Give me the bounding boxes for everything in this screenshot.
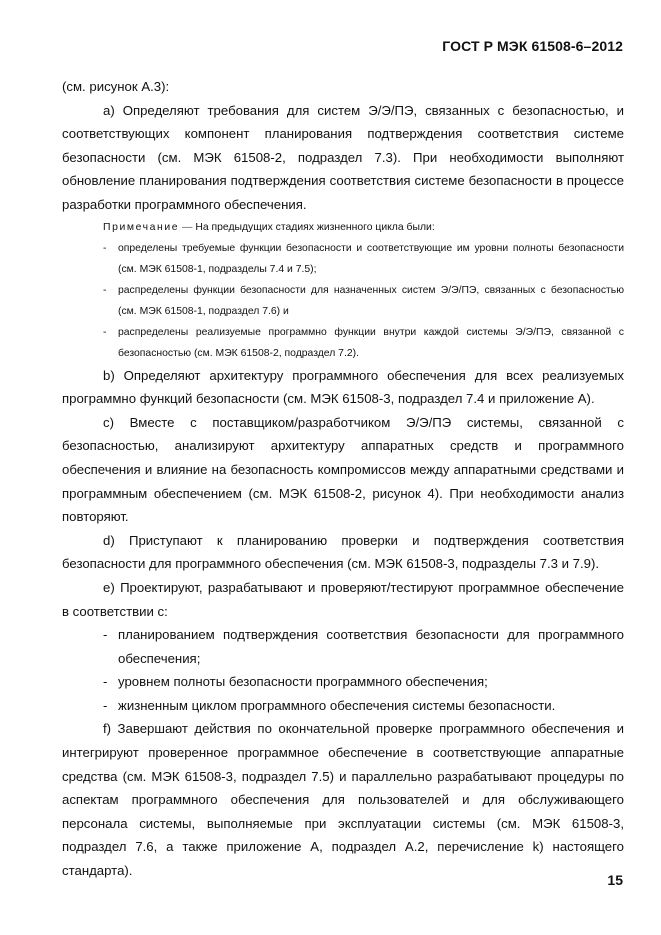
list-item: - жизненным циклом программного обеспечения системы безопасности. bbox=[103, 697, 556, 713]
intro-paragraph: (см. рисунок А.3): bbox=[62, 79, 170, 94]
list-item: - планированием подтверждения соответствия безопасности для программного обеспечения; bbox=[103, 627, 624, 666]
note-item: - распределены функции безопасности для назначенных систем Э/Э/ПЭ, связанных с безопасностью (см. МЭК 61508-1, подраздел 7.6) и bbox=[103, 284, 624, 317]
list-item: - уровнем полноты безопасности программного обеспечения; bbox=[103, 674, 488, 690]
paragraph-b: b) Определяют архитектуру программного обеспечения для всех реализуемых программно функций безопасности (см. МЭК 61508-3, подраздел 7.4 и приложение А). bbox=[62, 367, 624, 407]
note-dash: — bbox=[182, 221, 193, 233]
paragraph-a: a) Определяют требования для систем Э/Э/ПЭ, связанных с безопасностью, и соответствующих компонент планирования подтверждения соответствия системе безопасности (см. МЭК 61508-2, подраздел 7.3). При необходимости выполняют обновление планирования подтверждения соответствия системе безопасности в процессе разработки программного обеспечения. bbox=[62, 102, 624, 212]
document-header: ГОСТ Р МЭК 61508-6–2012 bbox=[442, 38, 623, 54]
paragraph-c: с) Вместе с поставщиком/разработчиком Э/Э/ПЭ системы, связанной с безопасностью, анализируют архитектуру аппаратных средств и программного обеспечения и влияние на безопасность компромиссов между аппаратными средствами и программным обеспечением (см. МЭК 61508-2, рисунок 4). При необходимости анализ повторяют. bbox=[62, 414, 624, 525]
paragraph-f: f) Завершают действия по окончательной проверке программного обеспечения и интегрируют проверенное программное обеспечение в соответствующие аппаратные средства (см. МЭК 61508-3, подраздел 7.5) и параллельно разрабатывают процедуры по аспектам программного обеспечения для пользователей и для обслуживающего персонала системы, выполняемые при эксплуатации системы (см. МЭК 61508-3, подраздел 7.6, а также приложение А, подраздел А.2, перечисление k) настоящего стандарта). bbox=[62, 721, 624, 879]
document-body bbox=[62, 75, 624, 883]
page-number: 15 bbox=[607, 872, 623, 888]
note-item: - определены требуемые функции безопасности и соответствующие им уровни полноты безопасности (см. МЭК 61508-1, подразделы 7.4 и 7.5); bbox=[103, 242, 624, 275]
note-item: - распределены реализуемые программно функции внутри каждой системы Э/Э/ПЭ, связанной с безопасностью (см. МЭК 61508-2, подраздел 7.2). bbox=[103, 326, 624, 359]
note-heading bbox=[62, 217, 624, 238]
note-block bbox=[62, 217, 624, 364]
paragraph-e: е) Проектируют, разрабатывают и проверяют/тестируют программное обеспечение в соответствии с: bbox=[62, 579, 624, 619]
note-text: На предыдущих стадиях жизненного цикла были: bbox=[195, 221, 435, 233]
note-label: Примечание bbox=[103, 221, 180, 233]
paragraph-d: d) Приступают к планированию проверки и подтверждения соответствия безопасности для программного обеспечения (см. МЭК 61508-3, подразделы 7.3 и 7.9). bbox=[62, 532, 624, 572]
